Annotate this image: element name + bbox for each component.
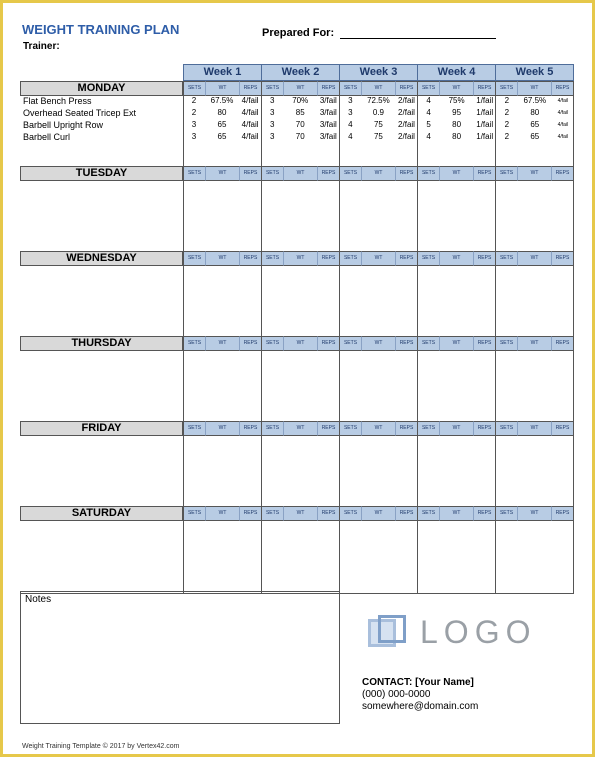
week-column[interactable] [418,266,496,339]
exercise-reps-value[interactable]: 4/fail [557,110,569,116]
week-header-row [183,64,574,81]
sub-header-row [183,421,574,436]
day-grid[interactable] [183,181,574,254]
sub-header-wt: WT [440,421,474,436]
sub-header-wt: WT [518,251,552,266]
exercise-sets-value[interactable]: 4 [426,108,431,117]
sub-header-sets: SETS [262,421,284,436]
sub-header-sets: SETS [262,251,284,266]
exercise-sets-value[interactable]: 3 [348,108,353,117]
sub-header-week [340,421,418,436]
sub-header-sets: SETS [418,336,440,351]
sub-header-sets: SETS [184,251,206,266]
sub-header-week [418,506,496,521]
sub-header-week [496,421,574,436]
sub-header-week [262,421,340,436]
sub-header-reps: REPS [240,81,261,96]
exercise-wt-value[interactable]: 65 [217,132,227,141]
exercise-sets-value[interactable]: 2 [504,96,510,105]
sub-header-wt: WT [518,421,552,436]
week-column[interactable] [496,521,574,594]
sub-header-sets: SETS [418,81,440,96]
week-column[interactable] [183,436,262,509]
sub-header-sets: SETS [496,421,518,436]
exercise-name[interactable]: Flat Bench Press [23,96,92,106]
week-column[interactable] [262,436,340,509]
exercise-reps-value[interactable]: 2/fail [398,108,415,117]
sub-header-sets: SETS [418,421,440,436]
sub-header-row [183,251,574,266]
exercise-wt-value[interactable]: 65 [217,120,227,129]
sub-header-wt: WT [206,506,240,521]
sub-header-sets: SETS [418,506,440,521]
exercise-wt-value[interactable]: 85 [295,108,305,117]
exercise-sets-value[interactable]: 2 [191,108,197,117]
sub-header-sets: SETS [340,421,362,436]
exercise-wt-value[interactable]: 75 [373,132,383,141]
contact-block [362,677,478,713]
exercise-sets-value[interactable]: 5 [426,120,431,129]
week-header: Week 5 [496,64,574,81]
sub-header-reps: REPS [474,166,495,181]
exercise-reps-value[interactable]: 3/fail [319,132,337,141]
exercise-row [183,107,574,119]
sub-header-reps: REPS [240,251,261,266]
sub-header-sets: SETS [184,506,206,521]
sub-header-wt: WT [362,506,396,521]
exercise-row [183,119,574,131]
sub-header-week [418,166,496,181]
notes-label: Notes [25,594,52,605]
exercise-sets-value[interactable]: 2 [504,120,510,129]
exercise-reps-value[interactable]: 4/fail [557,134,569,140]
sub-header-week [340,81,418,96]
sub-header-week [340,336,418,351]
sub-header-sets: SETS [340,166,362,181]
logo [368,614,536,651]
sub-header-sets: SETS [340,506,362,521]
week-column[interactable] [340,436,418,509]
sub-header-wt: WT [518,81,552,96]
monday-exercise-values [183,95,574,143]
exercise-reps-value[interactable]: 4/fail [241,96,259,105]
exercise-wt-value[interactable]: 72.5% [367,96,390,105]
day-name: THURSDAY [20,336,183,351]
sub-header-wt: WT [206,336,240,351]
exercise-reps-value[interactable]: 4/fail [241,108,259,117]
exercise-reps-value[interactable]: 4/fail [241,120,259,129]
sub-header-wt: WT [440,506,474,521]
week-column[interactable] [183,521,262,594]
sub-header-week [183,421,262,436]
sub-header-wt: WT [284,421,318,436]
exercise-week-values [183,119,261,131]
exercise-week-values [418,119,496,131]
sub-header-reps: REPS [396,421,417,436]
sub-header-sets: SETS [496,166,518,181]
sub-header-wt: WT [284,336,318,351]
week-column[interactable] [496,436,574,509]
exercise-week-values [261,95,339,107]
week-header: Week 3 [340,64,418,81]
day-grid[interactable] [183,266,574,339]
sub-header-reps: REPS [552,506,573,521]
sub-header-week [262,81,340,96]
exercise-wt-value[interactable]: 70 [295,120,305,129]
day-grid[interactable] [183,351,574,424]
day-block-friday [20,421,574,509]
exercise-sets-value[interactable]: 2 [504,108,510,117]
exercise-sets-value[interactable]: 3 [191,120,197,129]
sub-header-wt: WT [362,336,396,351]
sub-header-wt: WT [440,81,474,96]
sub-header-reps: REPS [318,421,339,436]
day-block-thursday [20,336,574,424]
exercise-sets-value[interactable]: 3 [269,120,275,129]
sub-header-sets: SETS [262,166,284,181]
exercise-sets-value[interactable]: 4 [348,132,353,141]
exercise-reps-value[interactable]: 4/fail [241,132,259,141]
prepared-for-label: Prepared For: [262,27,335,39]
sub-header-reps: REPS [318,506,339,521]
day-name: FRIDAY [20,421,183,436]
sub-header-week [183,81,262,96]
sub-header-week [496,251,574,266]
day-name: TUESDAY [20,166,183,181]
sub-header-reps: REPS [240,421,261,436]
sub-header-week [496,336,574,351]
logo-text: LOGO [420,614,537,650]
day-name: WEDNESDAY [20,251,183,266]
sub-header-reps: REPS [552,421,573,436]
day-name: MONDAY [20,81,183,96]
sub-header-wt: WT [206,166,240,181]
sub-header-reps: REPS [240,166,261,181]
sub-header-wt: WT [284,506,318,521]
exercise-row [183,131,574,143]
sub-header-reps: REPS [474,336,495,351]
exercise-wt-value[interactable]: 80 [530,108,540,117]
sub-header-wt: WT [284,166,318,181]
exercise-wt-value[interactable]: 80 [452,120,462,129]
exercise-reps-value[interactable]: 4/fail [557,122,569,128]
week-column[interactable] [418,351,496,424]
sub-header-reps: REPS [396,506,417,521]
exercise-reps-value[interactable]: 1/fail [476,96,494,105]
exercise-wt-value[interactable]: 67.5% [523,96,547,105]
sub-header-reps: REPS [474,421,495,436]
page-title: WEIGHT TRAINING PLAN [22,22,180,37]
exercise-row [183,95,574,107]
exercise-sets-value[interactable]: 4 [348,120,353,129]
exercise-week-values [496,107,574,119]
exercise-week-values [339,119,417,131]
sub-header-week [496,166,574,181]
sub-header-week [183,506,262,521]
sub-header-sets: SETS [340,81,362,96]
exercise-wt-value[interactable]: 95 [452,108,462,117]
exercise-wt-value[interactable]: 70 [295,132,305,141]
week-column[interactable] [340,351,418,424]
exercise-sets-value[interactable]: 4 [426,96,431,105]
sub-header-week [418,81,496,96]
sub-header-sets: SETS [496,506,518,521]
exercise-week-values [261,131,339,143]
sub-header-week [496,506,574,521]
exercise-week-values [496,131,574,143]
trainer-label: Trainer: [23,41,60,52]
sub-header-week [183,166,262,181]
exercise-sets-value[interactable]: 2 [504,132,510,141]
sub-header-reps: REPS [552,166,573,181]
exercise-sets-value[interactable]: 3 [269,96,275,105]
sub-header-wt: WT [518,166,552,181]
sub-header-week [340,506,418,521]
contact-phone: (000) 000-0000 [362,689,431,700]
sub-header-week [340,166,418,181]
exercise-sets-value[interactable]: 3 [269,132,275,141]
exercise-sets-value[interactable]: 3 [191,132,197,141]
week-column[interactable] [262,351,340,424]
exercise-week-values [183,107,261,119]
exercise-week-values [496,119,574,131]
exercise-sets-value[interactable]: 2 [191,96,197,105]
day-grid[interactable] [183,436,574,509]
exercise-wt-value[interactable]: 67.5% [210,96,234,105]
sub-header-sets: SETS [262,506,284,521]
exercise-week-values [418,95,496,107]
sub-header-reps: REPS [318,81,339,96]
sub-header-reps: REPS [396,251,417,266]
exercise-week-values [183,131,261,143]
sub-header-reps: REPS [552,251,573,266]
exercise-wt-value[interactable]: 65 [530,120,540,129]
exercise-week-values [496,95,574,107]
sub-header-sets: SETS [496,336,518,351]
exercise-week-values [339,107,417,119]
week-column[interactable] [496,351,574,424]
exercise-reps-value[interactable]: 1/fail [476,108,494,117]
week-header: Week 2 [262,64,340,81]
sub-header-wt: WT [362,251,396,266]
sub-header-sets: SETS [340,336,362,351]
contact-title: CONTACT: [Your Name] [362,677,474,688]
week-header: Week 1 [183,64,262,81]
sub-header-reps: REPS [396,336,417,351]
sub-header-wt: WT [440,251,474,266]
sub-header-week [183,336,262,351]
sub-header-sets: SETS [496,81,518,96]
sub-header-week [418,336,496,351]
sub-header-wt: WT [284,251,318,266]
week-column[interactable] [262,521,340,594]
sub-header-wt: WT [206,421,240,436]
week-header: Week 4 [418,64,496,81]
sub-header-week [262,336,340,351]
exercise-week-values [261,107,339,119]
sub-header-sets: SETS [262,336,284,351]
day-name: SATURDAY [20,506,183,521]
sub-header-week [418,421,496,436]
exercise-wt-value[interactable]: 0.9 [372,108,384,117]
sub-header-week [262,506,340,521]
week-column[interactable] [183,181,262,254]
sub-header-sets: SETS [184,81,206,96]
exercise-reps-value[interactable]: 3/fail [319,108,337,117]
week-column[interactable] [496,181,574,254]
sub-header-sets: SETS [496,251,518,266]
sub-header-week [183,251,262,266]
day-block-wednesday [20,251,574,339]
exercise-wt-value[interactable]: 75% [448,96,465,105]
sub-header-wt: WT [284,81,318,96]
exercise-wt-value[interactable]: 75 [373,120,383,129]
exercise-wt-value[interactable]: 80 [217,108,227,117]
sub-header-reps: REPS [474,506,495,521]
exercise-reps-value[interactable]: 2/fail [398,132,415,141]
exercise-sets-value[interactable]: 3 [348,96,353,105]
exercise-wt-value[interactable]: 65 [530,132,540,141]
sub-header-reps: REPS [318,336,339,351]
day-block-saturday [20,506,574,594]
sub-header-reps: REPS [474,81,495,96]
sub-header-row [183,336,574,351]
sub-header-reps: REPS [240,506,261,521]
sub-header-wt: WT [362,81,396,96]
sub-header-wt: WT [362,166,396,181]
sub-header-row [183,506,574,521]
sub-header-sets: SETS [418,166,440,181]
sub-header-row [183,81,574,96]
sub-header-week [262,251,340,266]
sub-header-wt: WT [440,166,474,181]
logo-icon [368,615,408,651]
sub-header-wt: WT [206,251,240,266]
exercise-week-values [418,131,496,143]
sub-header-sets: SETS [418,251,440,266]
exercise-name[interactable]: Barbell Upright Row [23,120,104,130]
sub-header-week [496,81,574,96]
exercise-reps-value[interactable]: 1/fail [476,132,494,141]
sub-header-reps: REPS [396,166,417,181]
monday-exercise-list [23,95,136,143]
exercise-name[interactable]: Barbell Curl [23,132,71,142]
sub-header-week [340,251,418,266]
sub-header-reps: REPS [474,251,495,266]
week-column[interactable] [340,521,418,594]
notes-box[interactable] [20,591,340,724]
week-column[interactable] [496,266,574,339]
sub-header-wt: WT [440,336,474,351]
week-column[interactable] [183,266,262,339]
exercise-sets-value[interactable]: 4 [426,132,431,141]
exercise-name[interactable]: Overhead Seated Tricep Ext [23,108,137,118]
exercise-week-values [339,131,417,143]
day-block-tuesday [20,166,574,254]
sub-header-reps: REPS [552,81,573,96]
sub-header-reps: REPS [552,336,573,351]
footer-credit: Weight Training Template © 2017 by Vertex42.com [22,743,180,750]
exercise-reps-value[interactable]: 3/fail [319,120,337,129]
sub-header-row [183,166,574,181]
sub-header-wt: WT [518,506,552,521]
sub-header-sets: SETS [184,336,206,351]
week-column[interactable] [418,521,496,594]
sub-header-wt: WT [518,336,552,351]
prepared-for-field[interactable] [340,38,496,39]
exercise-reps-value[interactable]: 4/fail [557,98,569,104]
exercise-week-values [418,107,496,119]
sub-header-sets: SETS [340,251,362,266]
week-column[interactable] [262,266,340,339]
sub-header-reps: REPS [318,251,339,266]
sub-header-sets: SETS [184,421,206,436]
sub-header-reps: REPS [396,81,417,96]
week-column[interactable] [183,351,262,424]
contact-email[interactable]: somewhere@domain.com [362,701,479,712]
week-column[interactable] [418,181,496,254]
sub-header-week [262,166,340,181]
week-column[interactable] [340,266,418,339]
sub-header-wt: WT [206,81,240,96]
sub-header-reps: REPS [318,166,339,181]
week-column[interactable] [340,181,418,254]
exercise-week-values [183,95,261,107]
exercise-reps-value[interactable]: 3/fail [319,96,337,105]
exercise-reps-value[interactable]: 1/fail [476,120,494,129]
exercise-week-values [339,95,417,107]
exercise-wt-value[interactable]: 80 [452,132,462,141]
week-column[interactable] [418,436,496,509]
sub-header-week [418,251,496,266]
sub-header-sets: SETS [184,166,206,181]
exercise-reps-value[interactable]: 2/fail [398,96,415,105]
day-grid[interactable] [183,521,574,594]
week-column[interactable] [262,181,340,254]
sub-header-reps: REPS [240,336,261,351]
exercise-week-values [261,119,339,131]
exercise-wt-value[interactable]: 70% [292,96,309,105]
sub-header-sets: SETS [262,81,284,96]
exercise-sets-value[interactable]: 3 [269,108,275,117]
sub-header-wt: WT [362,421,396,436]
exercise-reps-value[interactable]: 2/fail [398,120,415,129]
